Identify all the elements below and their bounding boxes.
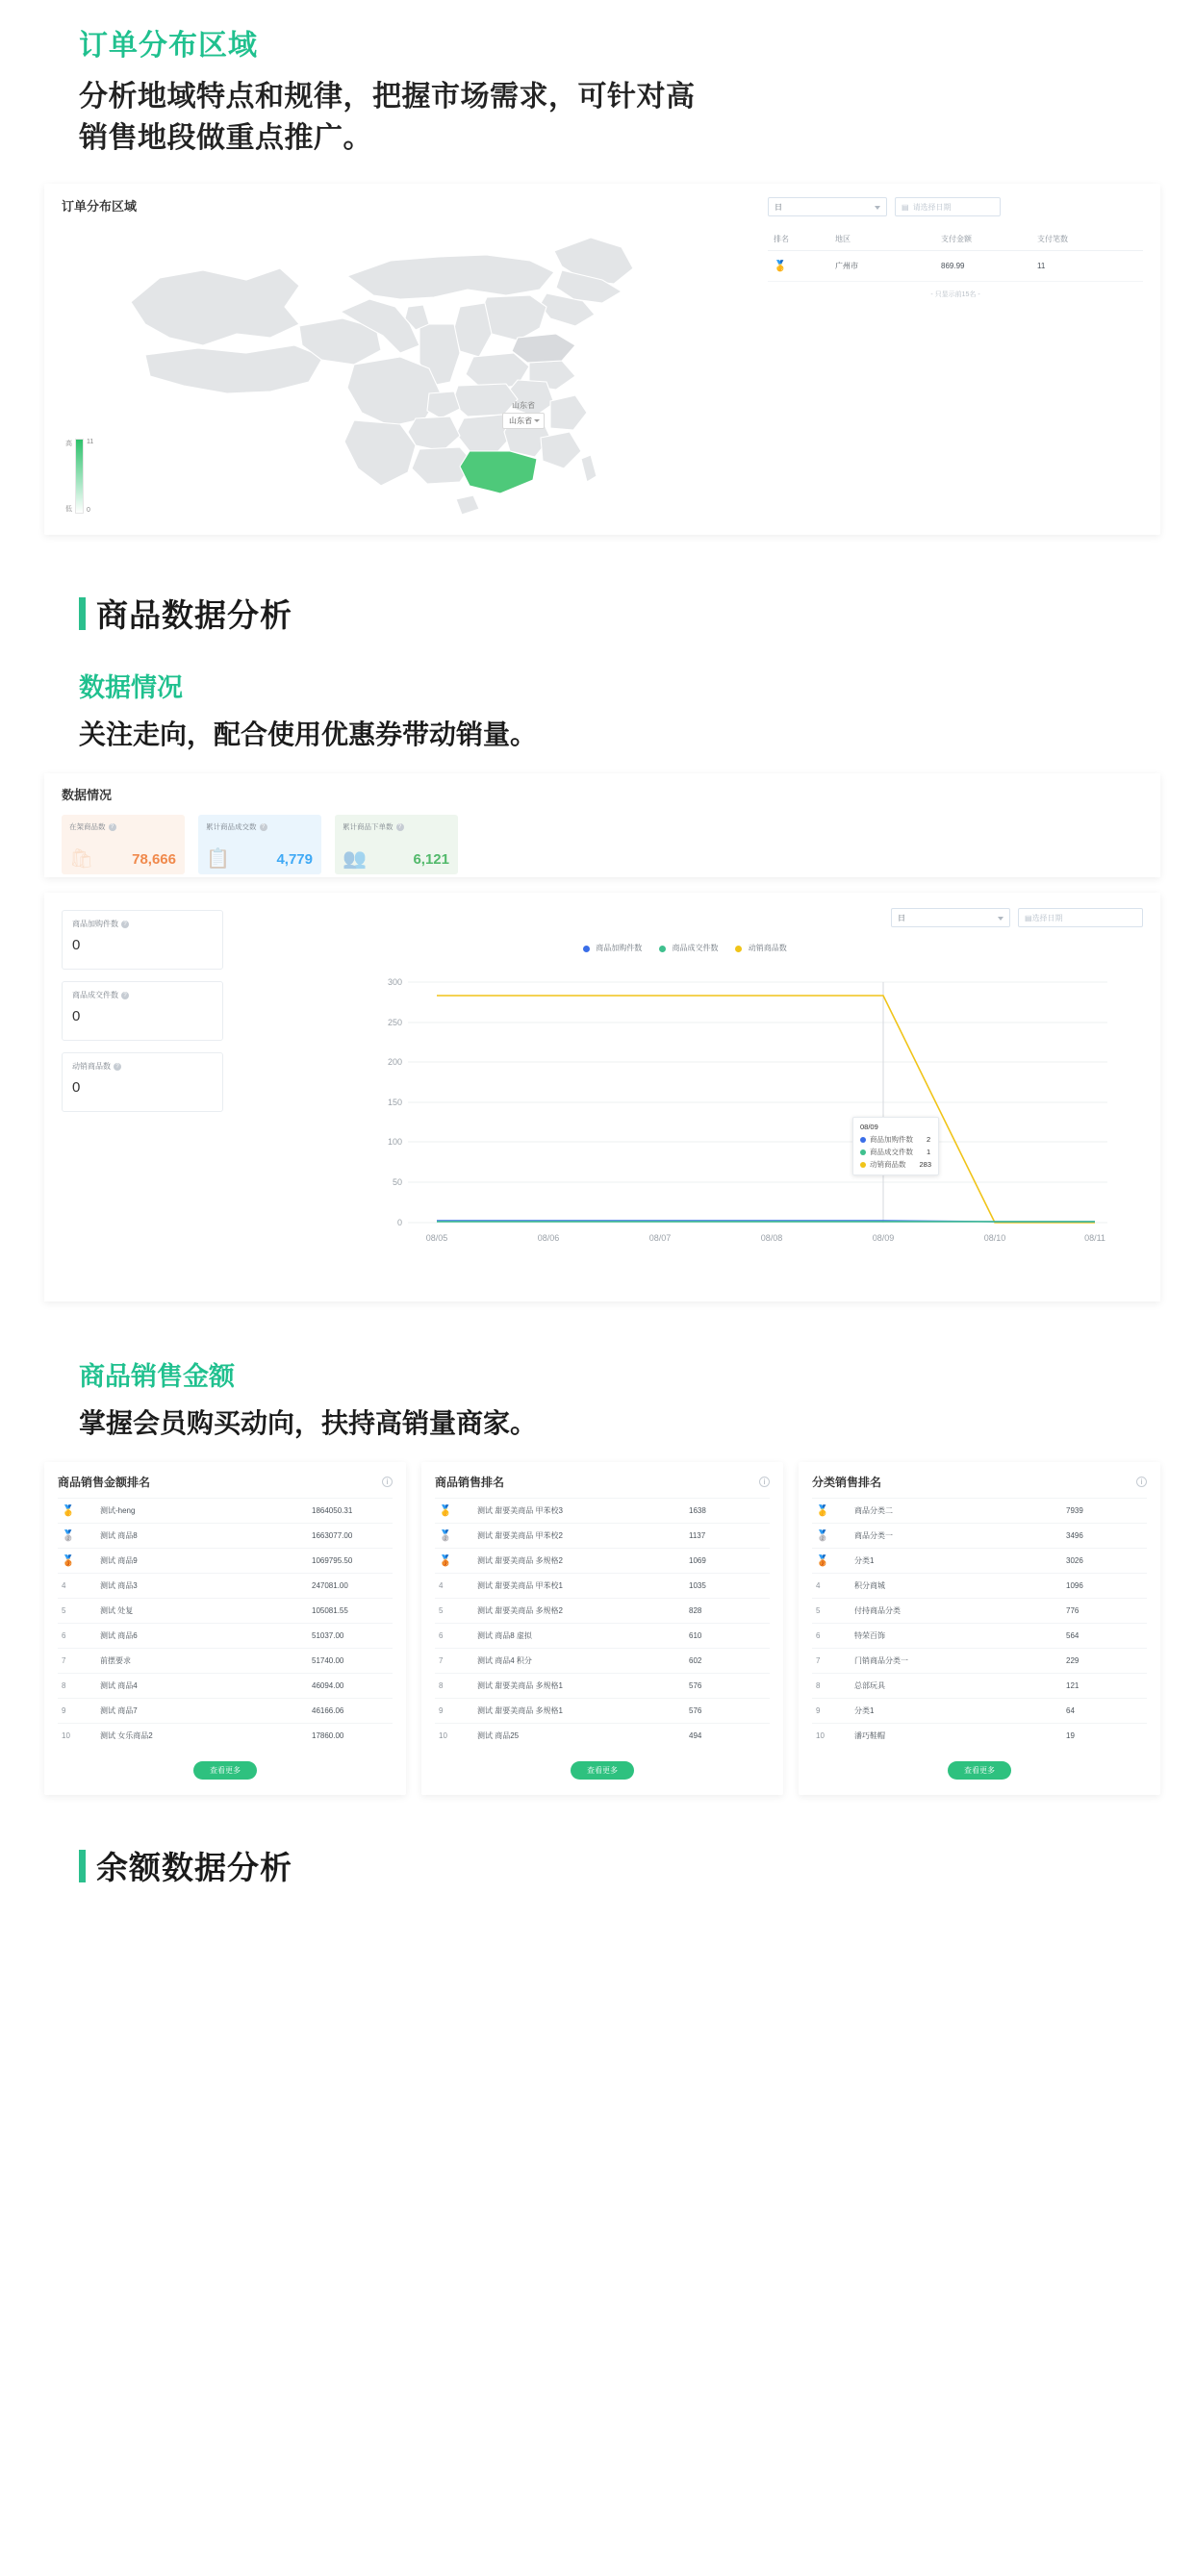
region-rank-table [768, 197, 1143, 307]
list-item [58, 1573, 393, 1598]
stat-label [343, 821, 450, 832]
svg-text:08/06: 08/06 [537, 1233, 560, 1244]
list-item [435, 1573, 770, 1598]
rank-value: 828 [689, 1606, 702, 1616]
rank-index: 4 [439, 1581, 444, 1591]
metric-label [72, 990, 213, 1000]
list-item [812, 1548, 1147, 1573]
section-title: 订单分布区域 [79, 30, 258, 62]
rank-name: 商品分类一 [854, 1531, 893, 1541]
legend-dot-icon [659, 946, 666, 952]
tooltip-value: 283 [919, 1160, 932, 1170]
legend-dot-icon [735, 946, 742, 952]
rank-name: 商品分类二 [854, 1506, 893, 1516]
legend-item-0[interactable] [583, 943, 642, 953]
th-rank: 排名 [774, 235, 789, 244]
rank-card-category-sales [799, 1462, 1160, 1795]
section-description: 分析地域特点和规律，把握市场需求，可针对高销售地段做重点推广。 [79, 81, 696, 154]
svg-text:150: 150 [387, 1098, 402, 1108]
rank-index: 4 [816, 1581, 821, 1591]
china-map[interactable] [102, 211, 727, 528]
svg-text:08/10: 08/10 [983, 1233, 1006, 1244]
cell-area: 广州市 [835, 262, 858, 271]
rank-index: 9 [816, 1706, 821, 1716]
legend-low-label: 低 [65, 506, 72, 514]
table-header [768, 226, 1143, 251]
info-icon[interactable]: i [759, 1477, 770, 1487]
stat-card-order-count [335, 815, 458, 874]
list-item [812, 1598, 1147, 1623]
rank-card-header [58, 1474, 393, 1498]
svg-text:08/11: 08/11 [1084, 1233, 1105, 1244]
stat-value: 4,779 [276, 851, 313, 869]
rank-name: 门销商品分类一 [854, 1656, 908, 1666]
th-amount: 支付金额 [941, 235, 972, 244]
rank-value: 1035 [689, 1581, 706, 1591]
calendar-icon: ▤ [1025, 913, 1032, 922]
help-icon[interactable]: ? [121, 921, 129, 928]
chart-legend [583, 943, 787, 953]
rank-index: 6 [816, 1631, 821, 1641]
rank-name: 测试 处复 [100, 1606, 134, 1616]
help-icon[interactable]: ? [396, 823, 404, 831]
rank-card-title: 商品销售金额排名 [58, 1476, 151, 1490]
legend-max-value: 11 [87, 439, 94, 446]
rank-name: 前摆要求 [100, 1656, 131, 1666]
rank-value: 3026 [1066, 1556, 1083, 1566]
metric-card-add-cart [62, 910, 223, 970]
metric-card-active-products [62, 1052, 223, 1112]
rank-value: 19 [1066, 1731, 1075, 1741]
line-chart [362, 968, 1122, 1256]
list-item [812, 1523, 1147, 1548]
rank-name: 分类1 [854, 1556, 875, 1566]
rank-index: 7 [62, 1656, 66, 1666]
rank-value: 1096 [1066, 1581, 1083, 1591]
rank-value: 3496 [1066, 1531, 1083, 1541]
rank-name: 测试 商品3 [100, 1581, 138, 1591]
map-region-guangdong[interactable] [460, 451, 537, 493]
list-item [58, 1673, 393, 1698]
rank-index: 5 [439, 1606, 444, 1616]
info-icon[interactable]: i [382, 1477, 393, 1487]
date-picker-placeholder: 请选择日期 [912, 202, 952, 212]
rank-index: 7 [439, 1656, 444, 1666]
order-distribution-panel [44, 184, 1160, 535]
data-overview-desc: 关注走向，配合使用优惠券带动销量。 [79, 720, 538, 750]
cell-amount: 869.99 [941, 262, 965, 271]
tooltip-label: 商品成交件数 [870, 1148, 913, 1157]
rank-index: 🥇 [816, 1505, 829, 1518]
rank-value: 1069795.50 [312, 1556, 353, 1566]
period-select[interactable]: 日 [768, 197, 887, 216]
chart-period-select[interactable]: 日 [891, 908, 1010, 927]
metric-label-text: 商品成交件数 [72, 991, 118, 1000]
svg-text:250: 250 [387, 1018, 402, 1028]
tooltip-dot-icon [860, 1149, 866, 1155]
rank-index: 🥇 [62, 1505, 75, 1518]
list-item [58, 1698, 393, 1723]
legend-item-1[interactable] [659, 943, 718, 953]
map-legend [65, 439, 93, 514]
list-item [58, 1648, 393, 1673]
rank-name: 测试 甜要美商品 多规格1 [477, 1706, 563, 1716]
rank-name: 总部玩具 [854, 1681, 885, 1691]
chart-date-picker[interactable] [1018, 908, 1143, 927]
rank-name: 测试 商品8 [100, 1531, 138, 1541]
rank-value: 564 [1066, 1631, 1080, 1641]
rank-name: 付持商品分类 [854, 1606, 901, 1616]
rank-value: 1069 [689, 1556, 706, 1566]
list-item [812, 1498, 1147, 1523]
rank-value: 64 [1066, 1706, 1075, 1716]
legend-label: 动销商品数 [748, 944, 787, 953]
view-more-button[interactable]: 查看更多 [193, 1761, 257, 1780]
rank-value: 247081.00 [312, 1581, 348, 1591]
rank-value: 602 [689, 1656, 702, 1666]
list-item [58, 1498, 393, 1523]
table-row [768, 251, 1143, 282]
rank-card-row [44, 1462, 1160, 1795]
svg-text:100: 100 [387, 1137, 402, 1148]
rank-value: 7939 [1066, 1506, 1083, 1516]
rank-index: 10 [62, 1731, 70, 1741]
tooltip-row-2 [860, 1159, 931, 1170]
list-item [435, 1673, 770, 1698]
tooltip-dot-icon [860, 1162, 866, 1168]
rank-card-title: 分类销售排名 [812, 1476, 882, 1490]
sales-section-desc: 掌握会员购买动向，扶持高销量商家。 [79, 1408, 538, 1439]
rank-value: 1864050.31 [312, 1506, 353, 1516]
people-icon: 👥 [343, 848, 367, 871]
rank-index: 10 [439, 1731, 447, 1741]
cell-count: 11 [1037, 262, 1046, 271]
info-icon[interactable]: i [1136, 1477, 1147, 1487]
rank-name: 测试 甜要美商品 甲苯校1 [477, 1581, 563, 1591]
list-item [812, 1623, 1147, 1648]
table-filters [768, 197, 1143, 216]
rank-index: 🥇 [439, 1505, 452, 1518]
rank-name: 潘巧鞋帽 [854, 1731, 885, 1741]
rank-name: 测试 商品6 [100, 1631, 138, 1641]
rank-index: 8 [62, 1681, 66, 1691]
doc-icon: 📋 [206, 848, 230, 871]
metric-label [72, 1061, 213, 1072]
help-icon[interactable]: ? [260, 823, 267, 831]
rank-card-sales-amount [44, 1462, 406, 1795]
rank-index: 6 [439, 1631, 444, 1641]
chart-filters [891, 908, 1143, 927]
map-region-tooltip-label: 山东省 [512, 401, 535, 411]
list-item [435, 1723, 770, 1748]
list-item [812, 1698, 1147, 1723]
stat-label-text: 累计商品成交数 [206, 822, 257, 832]
rank-value: 1137 [689, 1531, 706, 1541]
rank-name: 测试 商品8 虚拟 [477, 1631, 532, 1641]
list-item [435, 1548, 770, 1573]
legend-label: 商品加购件数 [596, 944, 643, 953]
rank-name: 特荣百饰 [854, 1631, 885, 1641]
th-area: 地区 [835, 235, 851, 244]
help-icon[interactable]: ? [114, 1063, 121, 1071]
list-item [812, 1648, 1147, 1673]
data-overview-panel [44, 773, 1160, 877]
trend-metric-cards [62, 910, 223, 1124]
stat-card-on-shelf [62, 815, 185, 874]
title-accent-bar [79, 1850, 86, 1882]
rank-index: 🥉 [816, 1555, 829, 1568]
stat-card-row [62, 815, 1143, 874]
stat-label-text: 累计商品下单数 [343, 822, 394, 832]
rank-value: 1638 [689, 1506, 706, 1516]
rank-index: 4 [62, 1581, 66, 1591]
rank-name: 测试 甜要美商品 多规格2 [477, 1606, 563, 1616]
product-section-title [79, 591, 1115, 636]
stat-label [206, 821, 314, 832]
rank-value: 494 [689, 1731, 702, 1741]
list-item [58, 1598, 393, 1623]
svg-text:08/07: 08/07 [648, 1233, 672, 1244]
map-region-tooltip [502, 400, 545, 429]
bag-icon: 🛍 [69, 848, 94, 871]
view-more-button[interactable]: 查看更多 [571, 1761, 634, 1780]
rank-name: 测试 甜要美商品 多规格2 [477, 1556, 563, 1566]
rank-value: 17860.00 [312, 1731, 344, 1741]
product-data-section [0, 591, 1194, 1301]
rank-value: 610 [689, 1631, 702, 1641]
list-item [58, 1548, 393, 1573]
rank-index: 🥈 [439, 1530, 452, 1543]
list-item [435, 1623, 770, 1648]
stat-value: 78,666 [132, 851, 176, 869]
legend-item-2[interactable] [735, 943, 786, 953]
rank-index: 6 [62, 1631, 66, 1641]
rank-index: 5 [62, 1606, 66, 1616]
metric-value: 0 [72, 937, 81, 954]
legend-label: 商品成交件数 [672, 944, 719, 953]
list-item [435, 1648, 770, 1673]
list-item [812, 1673, 1147, 1698]
stat-label-text: 在架商品数 [69, 822, 106, 832]
rank-index: 🥉 [439, 1555, 452, 1568]
rank-name: 测试 甜要美商品 多规格1 [477, 1681, 563, 1691]
chart-date-placeholder: 选择日期 [1031, 913, 1063, 922]
calendar-icon: ▤ [902, 202, 909, 212]
legend-gradient [75, 439, 84, 514]
balance-section-title [79, 1843, 1115, 1888]
rank-index: 🥉 [62, 1555, 75, 1568]
list-item [58, 1523, 393, 1548]
list-item [812, 1573, 1147, 1598]
tooltip-dot-icon [860, 1137, 866, 1143]
province-select[interactable]: 山东省 [502, 413, 545, 429]
rank-name: 测试 甜要美商品 甲苯校3 [477, 1506, 563, 1516]
list-item [435, 1698, 770, 1723]
rank-index: 8 [816, 1681, 821, 1691]
date-picker[interactable] [895, 197, 1001, 216]
list-item [435, 1598, 770, 1623]
metric-label [72, 919, 213, 929]
rank-name: 测试 商品7 [100, 1706, 138, 1716]
metric-card-deal-items [62, 981, 223, 1041]
rank-name: 测试 甜要美商品 甲苯校2 [477, 1531, 563, 1541]
metric-label-text: 商品加购件数 [72, 920, 118, 929]
rank-index: 🥈 [62, 1530, 75, 1543]
title-accent-bar [79, 597, 86, 630]
chart-tooltip [852, 1117, 939, 1175]
tooltip-label: 商品加购件数 [870, 1135, 913, 1145]
rank-card-product-sales [421, 1462, 783, 1795]
series-line-active-products [437, 996, 1095, 1223]
rank-value: 105081.55 [312, 1606, 348, 1616]
list-item [435, 1523, 770, 1548]
svg-text:50: 50 [392, 1177, 402, 1188]
rank-card-header [435, 1474, 770, 1498]
map-region-shandong[interactable] [512, 334, 575, 363]
rank-value: 51740.00 [312, 1656, 344, 1666]
stat-label [69, 821, 177, 832]
svg-text:200: 200 [387, 1057, 402, 1068]
svg-text:08/05: 08/05 [425, 1233, 448, 1244]
rank-value: 46094.00 [312, 1681, 344, 1691]
rank-value: 229 [1066, 1656, 1080, 1666]
help-icon[interactable]: ? [121, 992, 129, 999]
list-item [58, 1623, 393, 1648]
rank-index: 9 [439, 1706, 444, 1716]
rank-name: 测试 女乐商品2 [100, 1731, 153, 1741]
rank-name: 测试 商品25 [477, 1731, 520, 1741]
product-section-title-text: 商品数据分析 [96, 597, 292, 634]
rank-value: 576 [689, 1706, 702, 1716]
legend-dot-icon [583, 946, 590, 952]
rank-value: 576 [689, 1681, 702, 1691]
sales-section-title: 商品销售金额 [79, 1362, 235, 1392]
list-item [435, 1498, 770, 1523]
rank-index: 7 [816, 1656, 821, 1666]
data-overview-title: 数据情况 [79, 673, 183, 703]
rank-index: 10 [816, 1731, 825, 1741]
svg-text:0: 0 [396, 1218, 402, 1228]
rank-card-header [812, 1474, 1147, 1498]
rank-value: 51037.00 [312, 1631, 344, 1641]
balance-data-section [0, 1843, 1194, 1888]
order-distribution-section [0, 0, 1194, 535]
cell-rank: 🥇 [774, 261, 787, 273]
rank-value: 1663077.00 [312, 1531, 353, 1541]
table-footer-note: - 只显示前15名 - [930, 291, 980, 299]
rank-name: 测试-heng [100, 1506, 136, 1516]
panel-title: 数据情况 [62, 788, 113, 803]
legend-min-value: 0 [87, 507, 90, 515]
list-item [58, 1723, 393, 1748]
th-count: 支付笔数 [1037, 235, 1068, 244]
rank-name: 测试 商品4 积分 [477, 1656, 532, 1666]
tooltip-label: 动销商品数 [870, 1160, 906, 1170]
svg-text:08/09: 08/09 [872, 1233, 895, 1244]
stat-value: 6,121 [413, 851, 449, 869]
rank-card-title: 商品销售排名 [435, 1476, 505, 1490]
tooltip-row-1 [860, 1147, 931, 1157]
list-item [812, 1723, 1147, 1748]
rank-index: 5 [816, 1606, 821, 1616]
metric-value: 0 [72, 1008, 81, 1025]
rank-name: 测试 商品4 [100, 1681, 138, 1691]
metric-value: 0 [72, 1079, 81, 1097]
sales-amount-section [0, 1355, 1194, 1795]
svg-text:300: 300 [387, 977, 402, 988]
svg-text:08/08: 08/08 [760, 1233, 783, 1244]
tooltip-value: 1 [927, 1148, 931, 1157]
rank-index: 9 [62, 1706, 66, 1716]
rank-index: 8 [439, 1681, 444, 1691]
tooltip-row-0 [860, 1134, 931, 1145]
rank-index: 🥈 [816, 1530, 829, 1543]
legend-high-label: 高 [65, 441, 72, 448]
help-icon[interactable]: ? [109, 823, 116, 831]
panel-title: 订单分布区域 [62, 199, 138, 215]
balance-section-title-text: 余额数据分析 [96, 1850, 292, 1886]
stat-card-deal-count [198, 815, 321, 874]
rank-name: 分类1 [854, 1706, 875, 1716]
metric-label-text: 动销商品数 [72, 1062, 111, 1072]
rank-name: 测试 商品9 [100, 1556, 138, 1566]
rank-value: 121 [1066, 1681, 1080, 1691]
rank-value: 776 [1066, 1606, 1080, 1616]
rank-value: 46166.06 [312, 1706, 344, 1716]
view-more-button[interactable]: 查看更多 [948, 1761, 1011, 1780]
product-trend-panel [44, 893, 1160, 1301]
tooltip-value: 2 [927, 1135, 931, 1145]
rank-name: 积分商城 [854, 1581, 885, 1591]
tooltip-date: 08/09 [860, 1123, 878, 1132]
